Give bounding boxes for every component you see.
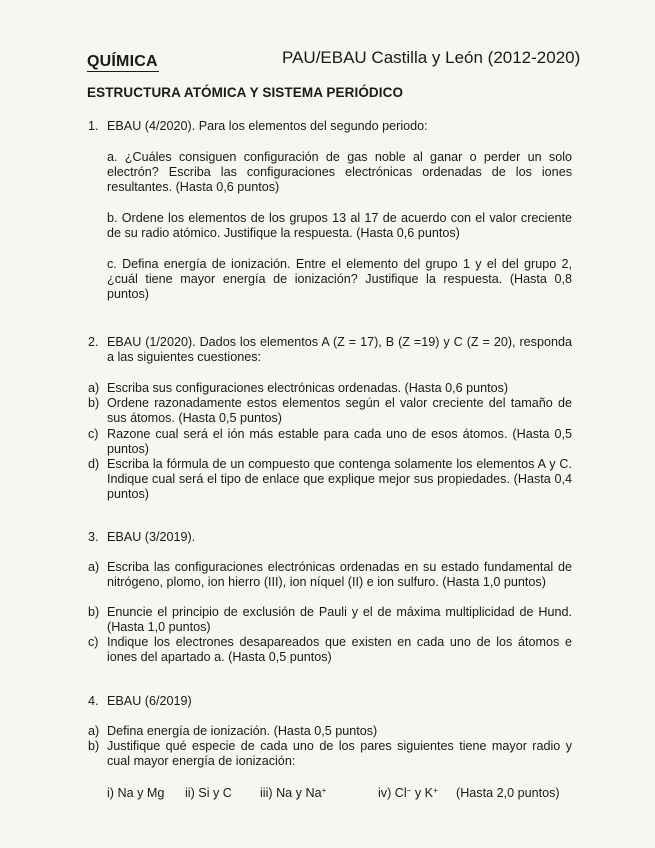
q4-number: 4. bbox=[88, 694, 99, 708]
q4-option-iv-k-charge: + bbox=[433, 786, 438, 795]
q4-item-text: Defina energía de ionización. (Hasta 0,5 puntos) bbox=[107, 724, 378, 738]
q2-item-label: b) bbox=[88, 396, 100, 410]
q1-part-b: b. Ordene los elementos de los grupos 13 al 17 de acuerdo con el valor creciente de su radio atómico. Justifique la respuesta. (Hasta 0,6 puntos) bbox=[107, 211, 572, 241]
subject-underline bbox=[87, 71, 159, 72]
q4-option-ii: ii) Si y C bbox=[185, 786, 232, 800]
q4-option-i: i) Na y Mg bbox=[107, 786, 165, 800]
q1-intro: EBAU (4/2020). Para los elementos del segundo periodo: bbox=[107, 119, 428, 133]
q4-option-iv bbox=[378, 786, 438, 801]
q4-option-iii bbox=[260, 786, 326, 801]
q4-option-iv-k: y K bbox=[411, 786, 434, 800]
q3-item-text: Enuncie el principio de exclusión de Pauli y el de máxima multiplicidad de Hund. (Hasta 1,0 puntos) bbox=[107, 605, 572, 635]
q3-intro: EBAU (3/2019). bbox=[107, 530, 196, 544]
exam-title: PAU/EBAU Castilla y León (2012-2020) bbox=[282, 48, 581, 67]
q3-number: 3. bbox=[88, 530, 99, 544]
q1-part-c: c. Defina energía de ionización. Entre el elemento del grupo 1 y el del grupo 2, ¿cuál tiene mayor energía de ionización? Justifique la respuesta. (Hasta 0,8 puntos) bbox=[107, 257, 572, 302]
q4-item-label: b) bbox=[88, 739, 100, 753]
q4-option-iii-charge: + bbox=[321, 786, 327, 795]
q4-option-iii-base: iii) Na y Na bbox=[260, 786, 322, 800]
q2-item-text: Escriba la fórmula de un compuesto que contenga solamente los elementos A y C. Indique cual será el tipo de enlace que explique mejor sus propiedades. (Hasta 0,4 puntos) bbox=[107, 457, 572, 502]
q3-item-label: a) bbox=[88, 560, 100, 574]
q4-points: (Hasta 2,0 puntos) bbox=[456, 786, 560, 800]
q3-item-label: b) bbox=[88, 605, 100, 619]
q2-item-text: Razone cual será el ión más estable para cada uno de esos átomos. (Hasta 0,5 puntos) bbox=[107, 427, 572, 457]
q2-item-label: c) bbox=[88, 427, 99, 441]
q2-item-text: Escriba sus configuraciones electrónicas ordenadas. (Hasta 0,6 puntos) bbox=[107, 381, 509, 395]
q3-item-label: c) bbox=[88, 635, 99, 649]
q2-item-text: Ordene razonadamente estos elementos según el valor creciente del tamaño de sus átomos. (Hasta 0,5 puntos) bbox=[107, 396, 572, 426]
q2-item-label: a) bbox=[88, 381, 100, 395]
q2-item-label: d) bbox=[88, 457, 100, 471]
q4-option-iv-cl-charge: − bbox=[406, 786, 412, 795]
q4-item-label: a) bbox=[88, 724, 100, 738]
q3-item-text: Escriba las configuraciones electrónicas ordenadas en su estado fundamental de nitrógeno, plomo, ion hierro (III), ion níquel (II) e ion sulfuro. (Hasta 1,0 puntos) bbox=[107, 560, 572, 590]
q4-item-text: Justifique qué especie de cada uno de los pares siguientes tiene mayor radio y cual mayor energía de ionización: bbox=[107, 739, 572, 769]
section-title: ESTRUCTURA ATÓMICA Y SISTEMA PERIÓDICO bbox=[87, 85, 404, 100]
q2-intro: EBAU (1/2020). Dados los elementos A (Z = 17), B (Z =19) y C (Z = 20), responda a las siguientes cuestiones: bbox=[107, 335, 572, 365]
q1-part-a: a. ¿Cuáles consiguen configuración de gas noble al ganar o perder un solo electrón? Escriba las configuraciones electrónicas ordenadas de los iones resultantes. (Hasta 0,6 puntos) bbox=[107, 150, 572, 195]
q1-number: 1. bbox=[88, 119, 99, 133]
q3-item-text: Indique los electrones desapareados que existen en cada uno de los átomos e iones del apartado a. (Hasta 0,5 puntos) bbox=[107, 635, 572, 665]
q4-intro: EBAU (6/2019) bbox=[107, 694, 192, 708]
q4-option-iv-cl: iv) Cl bbox=[378, 786, 407, 800]
subject-title: QUÍMICA bbox=[87, 53, 158, 70]
q2-number: 2. bbox=[88, 335, 99, 349]
